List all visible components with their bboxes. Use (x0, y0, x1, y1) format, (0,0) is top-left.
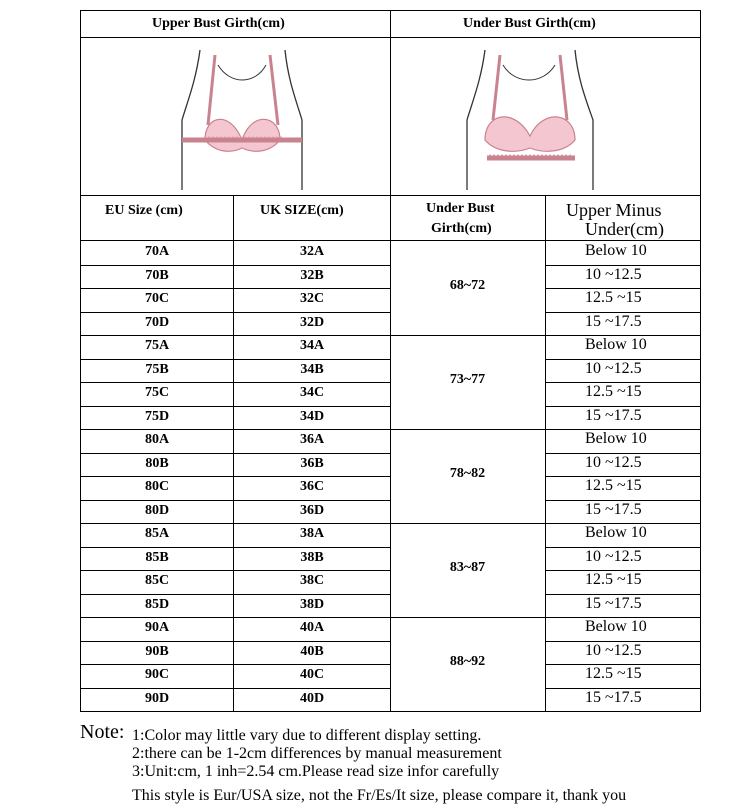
note-2: 2:there can be 1-2cm differences by manual measurement (132, 745, 502, 762)
uk-size-cell: 34D (299, 408, 325, 424)
row-line (80, 688, 390, 689)
note-label: Note: (80, 721, 125, 743)
uk-size-cell: 34A (299, 338, 325, 353)
eu-size-cell: 85D (144, 596, 170, 612)
col-under-bust-l1: Under Bust (426, 201, 495, 216)
upper-minus-under-cell: 15 ~17.5 (585, 688, 642, 706)
eu-size-cell: 75C (144, 385, 170, 400)
upper-minus-under-cell: 10 ~12.5 (585, 547, 642, 565)
eu-size-cell: 80A (144, 432, 170, 447)
upper-minus-under-cell: 15 ~17.5 (585, 594, 642, 612)
eu-size-cell: 90A (144, 620, 170, 635)
row-line (80, 382, 390, 383)
uk-size-cell: 36A (299, 432, 325, 447)
row-line (80, 664, 390, 665)
upper-minus-under-cell: 12.5 ~15 (585, 477, 642, 494)
row-line (80, 641, 390, 642)
upper-minus-under-cell: 12.5 ~15 (585, 665, 642, 682)
eu-size-cell: 70A (144, 244, 170, 259)
note-4: This style is Eur/USA size, not the Fr/Es/It size, please compare it, thank you (132, 787, 627, 804)
under-bust-group-cell: 78~82 (449, 466, 486, 481)
upper-minus-under-cell: Below 10 (585, 430, 647, 447)
upper-minus-under-cell: 12.5 ~15 (585, 289, 642, 306)
note-1: 1:Color may little vary due to different display setting. (132, 727, 482, 744)
eu-size-cell: 90D (144, 690, 170, 706)
eu-size-cell: 90C (144, 667, 170, 682)
col-upper-minus-l1: Upper Minus (566, 200, 662, 220)
eu-size-cell: 75A (144, 338, 170, 353)
upper-minus-under-cell: 10 ~12.5 (585, 359, 642, 377)
under-bust-group-cell: 88~92 (449, 654, 486, 669)
upper-bust-illustration (160, 40, 320, 195)
upper-minus-under-cell: Below 10 (585, 242, 647, 259)
row-line (80, 453, 390, 454)
uk-size-cell: 34C (299, 385, 325, 400)
note-3: 3:Unit:cm, 1 inh=2.54 cm.Please read size infor carefully (132, 763, 500, 780)
eu-size-cell: 85B (145, 549, 169, 565)
eu-size-cell: 90B (145, 643, 169, 659)
row-line (80, 711, 701, 712)
uk-size-cell: 32B (300, 267, 324, 283)
under-bust-group-cell: 73~77 (449, 372, 486, 387)
upper-minus-under-cell: 12.5 ~15 (585, 571, 642, 588)
uk-size-cell: 32A (299, 244, 325, 259)
eu-size-cell: 85C (144, 573, 170, 588)
upper-minus-under-cell: 10 ~12.5 (585, 641, 642, 659)
col-upper-minus-l2: Under(cm) (585, 219, 664, 239)
upper-minus-under-cell: 10 ~12.5 (585, 453, 642, 471)
upper-minus-under-cell: Below 10 (585, 618, 647, 635)
uk-size-cell: 38B (300, 549, 324, 565)
uk-size-cell: 40A (299, 620, 325, 635)
header-bottom-line (80, 37, 701, 38)
header-divider (390, 10, 391, 241)
uk-size-cell: 36C (299, 479, 325, 494)
col-under-bust-l2: Girth(cm) (431, 221, 492, 236)
row-line (80, 476, 390, 477)
uk-size-cell: 38C (299, 573, 325, 588)
row-line (80, 359, 390, 360)
eu-size-cell: 80B (145, 455, 169, 471)
row-line (80, 500, 390, 501)
uk-size-cell: 40C (299, 667, 325, 682)
uk-size-cell: 32D (299, 314, 325, 330)
eu-size-cell: 80D (144, 502, 170, 518)
under-bust-title: Under Bust Girth(cm) (463, 16, 596, 31)
upper-minus-under-cell: 12.5 ~15 (585, 383, 642, 400)
upper-minus-under-cell: Below 10 (585, 336, 647, 353)
eu-size-cell: 75D (144, 408, 170, 424)
col-uk-size: UK SIZE(cm) (260, 203, 344, 218)
uk-size-cell: 38D (299, 596, 325, 612)
uk-size-cell: 40B (300, 643, 324, 659)
uk-size-cell: 34B (300, 361, 324, 377)
eu-size-cell: 70D (144, 314, 170, 330)
row-line (80, 570, 390, 571)
uk-size-cell: 38A (299, 526, 325, 541)
upper-minus-under-cell: Below 10 (585, 524, 647, 541)
row-line (80, 594, 390, 595)
upper-minus-under-cell: 15 ~17.5 (585, 406, 642, 424)
eu-size-cell: 80C (144, 479, 170, 494)
uk-size-cell: 36D (299, 502, 325, 518)
upper-minus-under-cell: 10 ~12.5 (585, 265, 642, 283)
upper-minus-under-cell: 15 ~17.5 (585, 500, 642, 518)
row-line (80, 312, 390, 313)
row-line (80, 547, 390, 548)
eu-size-cell: 85A (144, 526, 170, 541)
image-bottom-line (80, 195, 701, 196)
upper-bust-title: Upper Bust Girth(cm) (152, 16, 285, 31)
under-bust-illustration (455, 40, 615, 195)
row-line (80, 265, 390, 266)
eu-size-cell: 70B (145, 267, 169, 283)
row-line (80, 288, 390, 289)
under-bust-group-cell: 83~87 (449, 560, 486, 575)
eu-size-cell: 70C (144, 291, 170, 306)
uk-size-cell: 32C (299, 291, 325, 306)
upper-minus-under-cell: 15 ~17.5 (585, 312, 642, 330)
col-eu-size: EU Size (cm) (105, 203, 183, 218)
row-line (80, 406, 390, 407)
under-bust-group-cell: 68~72 (449, 278, 486, 293)
table-border-right-top (700, 10, 701, 241)
eu-size-cell: 75B (145, 361, 169, 377)
uk-size-cell: 40D (299, 690, 325, 706)
uk-size-cell: 36B (300, 455, 324, 471)
